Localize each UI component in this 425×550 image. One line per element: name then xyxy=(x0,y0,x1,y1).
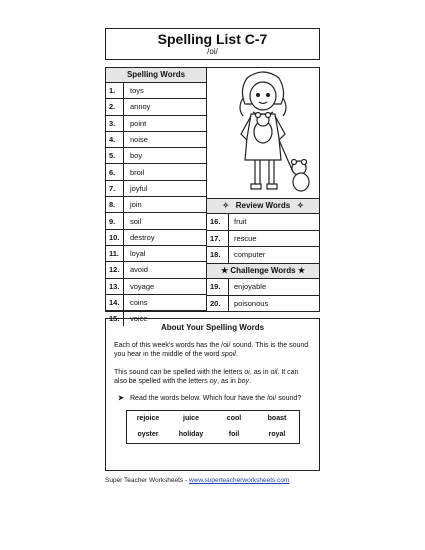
word-row xyxy=(106,197,206,213)
word-number: 16. xyxy=(207,214,229,230)
question xyxy=(114,394,311,403)
page-subtitle: /oi/ xyxy=(207,47,218,56)
word-number: 13. xyxy=(106,279,124,294)
word-row xyxy=(106,83,206,99)
girl-with-teddy-bear-illustration xyxy=(207,67,320,198)
choice-word: rejoice xyxy=(136,415,160,422)
word-text: coins xyxy=(130,298,148,307)
word-text: boy xyxy=(130,151,143,161)
choice-word: oyster xyxy=(137,431,159,438)
word-text: soil xyxy=(130,216,142,226)
diamond-icon: ✧ xyxy=(296,201,304,210)
choice-word: holiday xyxy=(178,431,204,438)
word-row xyxy=(106,116,206,132)
word-text: voice xyxy=(130,314,148,324)
word-number: 8. xyxy=(106,197,124,212)
word-row xyxy=(207,296,319,312)
word-row xyxy=(106,246,206,262)
page-title: Spelling List C-7 xyxy=(157,31,268,47)
word-text: destroy xyxy=(130,232,155,242)
footer-link[interactable]: www.superteacherworksheets.com xyxy=(188,477,290,484)
choice-word: boast xyxy=(267,415,287,422)
word-number: 12. xyxy=(106,262,124,277)
word-number: 9. xyxy=(106,213,124,228)
word-row xyxy=(207,247,319,263)
word-row xyxy=(207,231,319,248)
word-number: 2. xyxy=(106,99,124,114)
word-number: 1. xyxy=(106,83,124,98)
word-row xyxy=(106,230,206,246)
review-words-header xyxy=(207,199,319,214)
word-row xyxy=(106,132,206,148)
word-number: 6. xyxy=(106,164,124,179)
word-text: enjoyable xyxy=(234,282,267,292)
word-text: annoy xyxy=(130,102,151,112)
star-icon: ★ xyxy=(297,266,305,275)
word-number: 4. xyxy=(106,132,124,147)
word-number: 20. xyxy=(207,296,229,312)
title-box xyxy=(105,28,320,60)
word-choice-grid xyxy=(126,410,300,444)
footer xyxy=(105,477,289,484)
word-number: 3. xyxy=(106,116,124,131)
about-paragraph-2: This sound can be spelled with the letters oi, as in oil. It can also be spelled with the letters oy, as in boy. xyxy=(114,369,299,385)
word-number: 7. xyxy=(106,181,124,196)
word-text: toys xyxy=(130,86,144,96)
word-row xyxy=(106,213,206,229)
word-number: 10. xyxy=(106,230,124,245)
word-text: rescue xyxy=(234,233,257,243)
arrow-icon: ➤ xyxy=(118,395,124,402)
word-row xyxy=(106,164,206,180)
word-row xyxy=(106,148,206,164)
girl-drawing xyxy=(207,68,319,198)
word-text: fruit xyxy=(234,217,247,227)
word-row xyxy=(207,279,319,296)
word-text: joyful xyxy=(130,183,148,193)
about-section xyxy=(105,318,320,471)
word-row xyxy=(106,279,206,295)
question-text: Read the words below. Which four have the /oi/ sound? xyxy=(130,395,302,402)
choice-word: juice xyxy=(183,415,199,422)
word-text: join xyxy=(130,200,142,210)
word-text: computer xyxy=(234,250,266,260)
word-text: point xyxy=(130,118,147,128)
word-number: 17. xyxy=(207,231,229,247)
footer-text: Super Teacher Worksheets - xyxy=(105,477,189,484)
word-row xyxy=(106,181,206,197)
word-row xyxy=(106,262,206,278)
about-heading: About Your Spelling Words xyxy=(160,323,265,332)
about-paragraph-1: Each of this week's words has the /oi/ sound. This is the sound you hear in the middle of the word spoil. xyxy=(114,342,309,358)
choice-word: cool xyxy=(226,415,242,422)
challenge-words-header xyxy=(207,264,319,279)
word-row xyxy=(207,214,319,231)
star-icon: ★ xyxy=(220,266,229,275)
challenge-words-table xyxy=(206,264,320,312)
word-text: broil xyxy=(130,167,145,177)
spelling-words-table xyxy=(105,67,207,324)
word-number: 18. xyxy=(207,247,229,263)
word-number: 19. xyxy=(207,279,229,295)
choice-word: foil xyxy=(228,431,240,438)
challenge-words-label: Challenge Words xyxy=(230,266,296,275)
review-words-label: Review Words xyxy=(235,201,291,210)
word-number: 15. xyxy=(106,311,124,326)
word-row xyxy=(106,99,206,115)
spelling-words-header: Spelling Words xyxy=(106,68,206,83)
word-number: 14. xyxy=(106,295,124,310)
word-row xyxy=(106,295,206,311)
review-words-table xyxy=(206,198,320,264)
word-text: noise xyxy=(130,135,148,145)
word-text: loyal xyxy=(130,249,146,259)
word-text: avoid xyxy=(130,265,148,275)
choice-word: royal xyxy=(268,431,286,438)
word-number: 11. xyxy=(106,246,124,261)
diamond-icon: ✧ xyxy=(222,201,230,210)
word-text: voyage xyxy=(130,281,155,291)
word-text: poisonous xyxy=(234,298,269,308)
word-number: 5. xyxy=(106,148,124,163)
